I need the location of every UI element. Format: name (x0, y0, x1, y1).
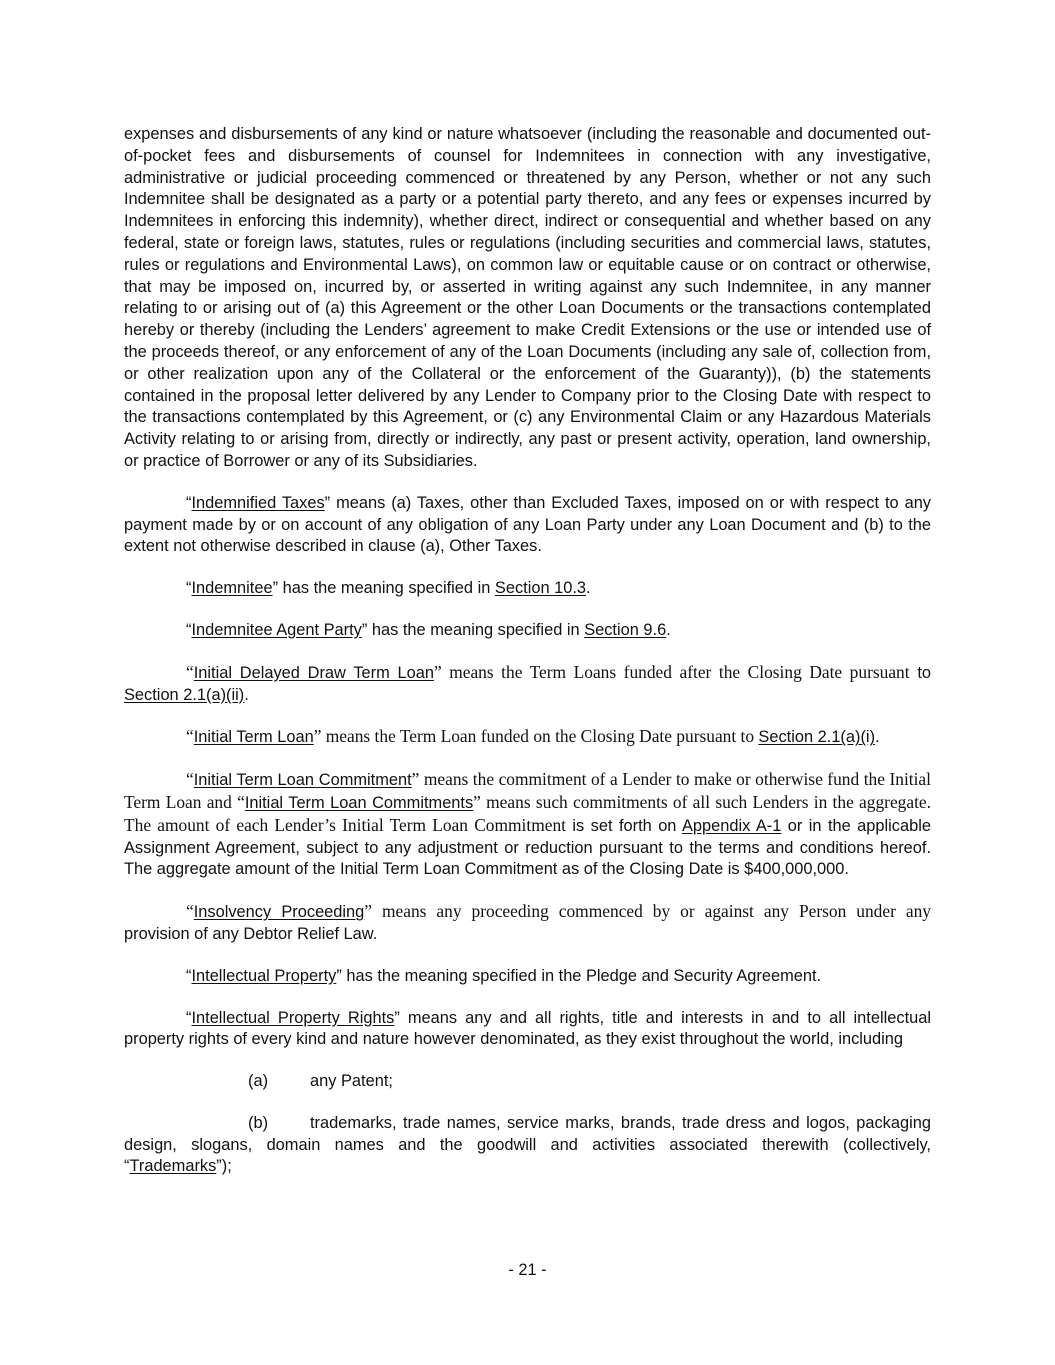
defined-term: Intellectual Property (191, 966, 337, 985)
defined-term: Initial Term Loan (193, 728, 314, 747)
defined-term: Insolvency Proceeding (193, 903, 365, 922)
defined-term: Initial Term Loan Commitments (244, 793, 474, 812)
section-reference: Section 2.1(a)(ii) (124, 685, 245, 704)
list-item-text: any Patent; (310, 1072, 393, 1091)
defined-term: Initial Term Loan Commitment (193, 771, 412, 790)
definition-indemnitee-agent-party: “Indemnitee Agent Party” has the meaning specified in Section 9.6. (186, 620, 671, 639)
definition-initial-term-loan-commitment: “Initial Term Loan Commitment” means the commitment of a Lender to make or otherwise fund the Initial Term Loan and “Initial Term Loan Commitments” means such commitments of all such Lenders in the aggregate. The amount of each Lender’s Initial Term Loan Commitment is set forth on Appendix A-1 or in the applicable Assignment Agreement, subject to any adjustment or reduction pursuant to the terms and conditions hereof. The aggregate amount of the Initial Term Loan Commitment as of the Closing Date is $400,000,000. (124, 769, 931, 879)
list-item-a (124, 1071, 931, 1093)
document-page (124, 124, 931, 1198)
section-reference: Section 9.6 (584, 620, 667, 639)
defined-term: Trademarks (129, 1157, 217, 1176)
section-reference: Section 2.1(a)(i) (758, 728, 876, 747)
definition-intellectual-property-rights: “Intellectual Property Rights” means any and all rights, title and interests in and to all intellectual property rights of every kind and nature however denominated, as they exist throughout the world, including (124, 1008, 931, 1049)
definition-initial-term-loan: “Initial Term Loan” means the Term Loan funded on the Closing Date pursuant to Section 2.1(a)(i). (186, 726, 880, 747)
paragraph-indemnified-liabilities-continued: expenses and disbursements of any kind or nature whatsoever (including the reasonable and documented out-of-pocket fees and disbursements of counsel for Indemnitees in connection with any investigative, administrative or judicial proceeding commenced or threatened by any Person, whether or not any such Indemnitee shall be designated as a party or a potential party thereto, and any fees or expenses incurred by Indemnitees in enforcing this indemnity), whether direct, indirect or consequential and whether based on any federal, state or foreign laws, statutes, rules or regulations (including securities and commercial laws, statutes, rules or regulations and Environmental Laws), on common law or equitable cause or on contract or otherwise, that may be imposed on, incurred by, or asserted in writing against any such Indemnitee, in any manner relating to or arising out of (a) this Agreement or the other Loan Documents or the transactions contemplated hereby or thereby (including the Lenders’ agreement to make Credit Extensions or the use or intended use of the proceeds thereof, or any enforcement of any of the Loan Documents (including any sale of, collection from, or other realization upon any of the Collateral or the enforcement of the Guaranty)), (b) the statements contained in the proposal letter delivered by any Lender to Company prior to the Closing Date with respect to the transactions contemplated by this Agreement, or (c) any Environmental Claim or any Hazardous Materials Activity relating to or arising from, directly or indirectly, any past or present activity, operation, land ownership, or practice of Borrower or any of its Subsidiaries. (124, 125, 931, 470)
list-item-label: (a) (248, 1072, 269, 1091)
defined-term: Intellectual Property Rights (191, 1008, 395, 1027)
list-item-text: trademarks, trade names, service marks, brands, trade dress and logos, packaging design, slogans, domain names and the goodwill and activities associated therewith (collectively, “ (124, 1113, 931, 1176)
page-number: - 21 - (508, 1261, 547, 1279)
section-reference: Section 10.3 (494, 579, 587, 598)
defined-term: Indemnitee Agent Party (191, 620, 362, 639)
definition-initial-delayed-draw-term-loan: “Initial Delayed Draw Term Loan” means the Term Loans funded after the Closing Date pursuant to Section 2.1(a)(ii). (124, 661, 931, 704)
definition-intellectual-property: “Intellectual Property” has the meaning specified in the Pledge and Security Agreement. (186, 966, 822, 985)
defined-term: Initial Delayed Draw Term Loan (193, 663, 434, 682)
list-item-b: (b) trademarks, trade names, service marks, brands, trade dress and logos, packaging design, slogans, domain names and the goodwill and activities associated therewith (collectively, “Trademarks”); (124, 1113, 931, 1176)
list-item-label: (b) (248, 1113, 269, 1132)
definition-indemnitee: “Indemnitee” has the meaning specified in Section 10.3. (186, 579, 591, 598)
definition-indemnified-taxes: “Indemnified Taxes” means (a) Taxes, other than Excluded Taxes, imposed on or with respect to any payment made by or on account of any obligation of any Loan Party under any Loan Document and (b) to the extent not otherwise described in clause (a), Other Taxes. (124, 493, 932, 556)
appendix-reference: Appendix A-1 (681, 816, 782, 835)
defined-term: Indemnitee (191, 579, 273, 598)
definition-insolvency-proceeding: “Insolvency Proceeding” means any proceeding commenced by or against any Person under any provision of any Debtor Relief Law. (124, 901, 931, 943)
defined-term: Indemnified Taxes (191, 493, 325, 512)
